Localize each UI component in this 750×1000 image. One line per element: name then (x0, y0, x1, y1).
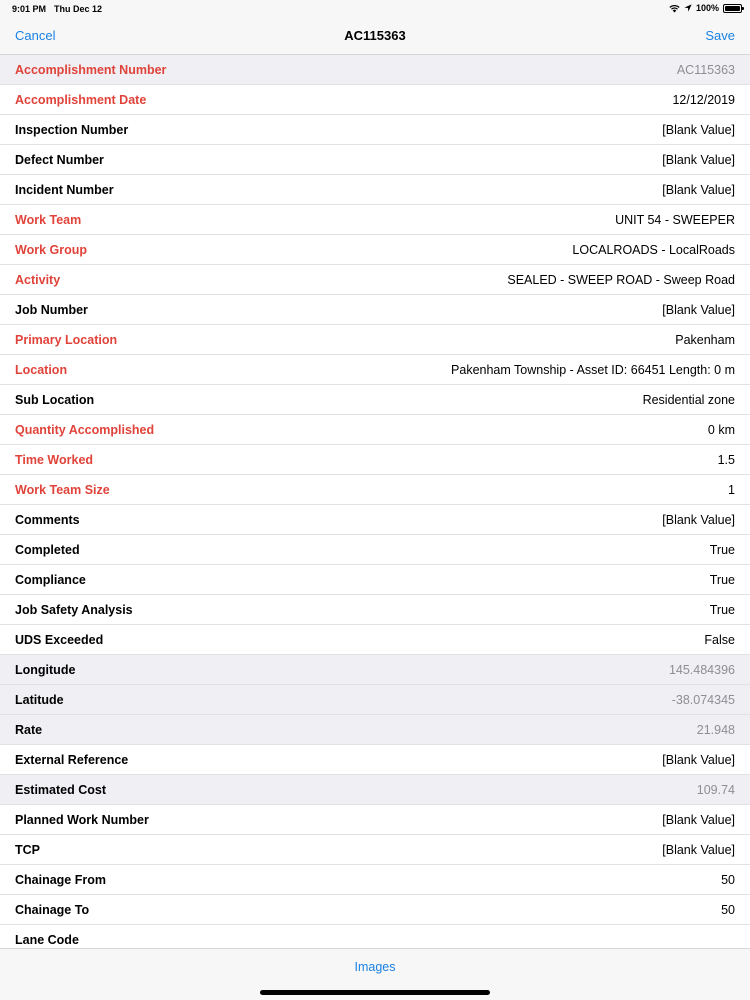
field-label: Accomplishment Date (15, 92, 147, 107)
field-value: [Blank Value] (662, 122, 735, 137)
field-label: Quantity Accomplished (15, 422, 155, 437)
field-row[interactable] (0, 355, 750, 385)
battery-icon (723, 4, 742, 13)
field-value: Pakenham Township - Asset ID: 66451 Length: 0 m (451, 362, 735, 377)
field-row[interactable] (0, 265, 750, 295)
status-time: 9:01 PM (12, 4, 47, 14)
status-right (669, 3, 742, 13)
status-date: Thu Dec 12 (54, 4, 103, 14)
field-value: [Blank Value] (662, 302, 735, 317)
field-label: Defect Number (15, 152, 104, 167)
field-label: External Reference (15, 752, 129, 767)
field-row[interactable] (0, 745, 750, 775)
field-value: True (709, 572, 735, 587)
field-row[interactable] (0, 565, 750, 595)
field-label: Chainage To (15, 902, 90, 917)
field-list (0, 55, 750, 955)
field-row[interactable] (0, 205, 750, 235)
field-row (0, 715, 750, 745)
field-label: Activity (15, 272, 61, 287)
images-button[interactable]: Images (354, 960, 396, 974)
field-value: 1 (728, 482, 735, 497)
field-label: TCP (15, 842, 40, 857)
field-label: Compliance (15, 572, 86, 587)
field-value: [Blank Value] (662, 512, 735, 527)
field-value: 21.948 (696, 722, 735, 737)
field-label: Time Worked (15, 452, 94, 467)
field-value: 1.5 (717, 452, 735, 467)
field-row[interactable] (0, 475, 750, 505)
field-value: [Blank Value] (662, 152, 735, 167)
status-bar (0, 0, 750, 18)
field-label: Lane Code (15, 932, 79, 947)
field-row[interactable] (0, 295, 750, 325)
field-value: True (709, 542, 735, 557)
page-title: AC115363 (344, 28, 406, 43)
field-value: [Blank Value] (662, 842, 735, 857)
field-label: Planned Work Number (15, 812, 149, 827)
field-row[interactable] (0, 805, 750, 835)
field-value: 50 (721, 872, 735, 887)
battery-percent: 100% (695, 3, 719, 13)
field-label: Work Group (15, 242, 87, 257)
field-value: [Blank Value] (662, 182, 735, 197)
field-row[interactable] (0, 595, 750, 625)
field-row[interactable] (0, 505, 750, 535)
field-row[interactable] (0, 85, 750, 115)
field-value: Residential zone (642, 392, 735, 407)
field-value: 109.74 (696, 782, 735, 797)
field-label: UDS Exceeded (15, 632, 104, 647)
field-value: -38.074345 (671, 692, 735, 707)
field-label: Job Number (15, 302, 88, 317)
home-indicator (260, 990, 490, 995)
field-row[interactable] (0, 145, 750, 175)
field-row[interactable] (0, 415, 750, 445)
field-row[interactable] (0, 325, 750, 355)
field-label: Longitude (15, 662, 76, 677)
field-label: Chainage From (15, 872, 106, 887)
field-value: True (709, 602, 735, 617)
field-row[interactable] (0, 625, 750, 655)
field-label: Latitude (15, 692, 64, 707)
field-row[interactable] (0, 445, 750, 475)
field-label: Location (15, 362, 68, 377)
field-value: 12/12/2019 (672, 92, 735, 107)
field-label: Primary Location (15, 332, 118, 347)
field-row[interactable] (0, 835, 750, 865)
field-row (0, 775, 750, 805)
field-label: Job Safety Analysis (15, 602, 133, 617)
save-button[interactable]: Save (705, 28, 735, 43)
field-label: Incident Number (15, 182, 114, 197)
field-value: SEALED - SWEEP ROAD - Sweep Road (507, 272, 735, 287)
field-value: False (704, 632, 735, 647)
field-row[interactable] (0, 385, 750, 415)
field-row (0, 685, 750, 715)
field-row (0, 55, 750, 85)
field-label: Accomplishment Number (15, 62, 167, 77)
navigation-bar (0, 18, 750, 55)
field-label: Completed (15, 542, 80, 557)
field-label: Work Team (15, 212, 82, 227)
field-value: 0 km (707, 422, 735, 437)
field-label: Work Team Size (15, 482, 110, 497)
field-row (0, 655, 750, 685)
field-label: Inspection Number (15, 122, 129, 137)
field-label: Sub Location (15, 392, 95, 407)
field-value: 145.484396 (668, 662, 735, 677)
field-row[interactable] (0, 535, 750, 565)
location-arrow-icon (684, 4, 692, 12)
field-value: LOCALROADS - LocalRoads (572, 242, 735, 257)
field-row[interactable] (0, 115, 750, 145)
field-label: Estimated Cost (15, 782, 106, 797)
field-row[interactable] (0, 235, 750, 265)
wifi-icon (669, 4, 680, 13)
field-label: Rate (15, 722, 43, 737)
field-value: [Blank Value] (662, 812, 735, 827)
field-row[interactable] (0, 895, 750, 925)
field-value: UNIT 54 - SWEEPER (615, 212, 735, 227)
field-value: Pakenham (675, 332, 735, 347)
field-value: 50 (721, 902, 735, 917)
field-value: [Blank Value] (662, 752, 735, 767)
field-label: Comments (15, 512, 80, 527)
field-row[interactable] (0, 175, 750, 205)
cancel-button[interactable]: Cancel (15, 28, 56, 43)
field-value: AC115363 (676, 62, 735, 77)
field-row[interactable] (0, 865, 750, 895)
